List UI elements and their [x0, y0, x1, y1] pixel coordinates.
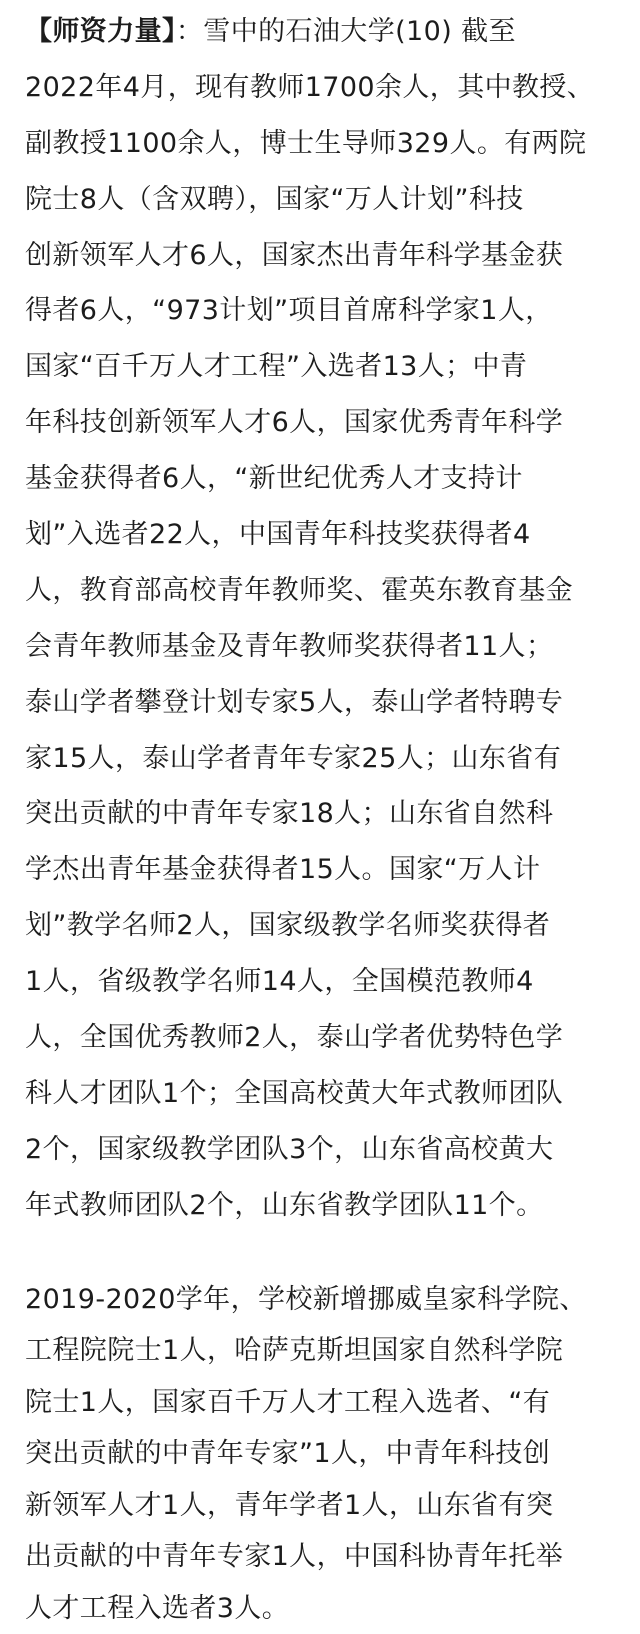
- text-line: 人才工程入选者3人。: [25, 1592, 290, 1624]
- text-line: 突出贡献的中青年专家18人；山东省自然科: [25, 798, 554, 830]
- text-line: 年科技创新领军人才6人，国家优秀青年科学: [25, 407, 564, 439]
- text-line: 2019-2020学年，学校新增挪威皇家科学院、: [25, 1283, 587, 1315]
- text-line: 副教授1100余人，博士生导师329人。有两院: [25, 127, 587, 159]
- text-line: 突出贡献的中青年专家”1人，中青年科技创: [25, 1438, 551, 1470]
- paragraph-new-talents: [25, 1274, 625, 1634]
- text-line: [25, 4, 625, 60]
- text-line: 院士1人，国家百千万人才工程入选者、“有: [25, 1386, 551, 1418]
- text-line: 得者6人，“973计划”项目首席科学家1人，: [25, 295, 553, 327]
- text-line: 院士8人（含双聘），国家“万人计划”科技: [25, 183, 524, 215]
- article-body: [25, 4, 625, 1634]
- text-line: 年式教师团队2个，山东省教学团队11个。: [25, 1189, 544, 1221]
- text-line: 人，全国优秀教师2人，泰山学者优势特色学: [25, 1022, 564, 1054]
- text-line: 2022年4月，现有教师1700余人，其中教授、: [25, 71, 595, 103]
- text-line: 工程院院士1人，哈萨克斯坦国家自然科学院: [25, 1335, 564, 1367]
- text-line: 家15人，泰山学者青年专家25人；山东省有: [25, 742, 562, 774]
- text-line: 新领军人才1人，青年学者1人，山东省有突: [25, 1489, 554, 1521]
- text-line: 基金获得者6人，“新世纪优秀人才支持计: [25, 463, 523, 495]
- text-line: 出贡献的中青年专家1人，中国科协青年托举: [25, 1541, 564, 1573]
- text-line: 1人，省级教学名师14人，全国模范教师4: [25, 966, 534, 998]
- text-line: 人，教育部高校青年教师奖、霍英东教育基金: [25, 574, 573, 606]
- paragraph-faculty: [25, 4, 625, 1234]
- text-line: 会青年教师基金及青年教师奖获得者11人；: [25, 630, 554, 662]
- text-line: 国家“百千万人才工程”入选者13人；中青: [25, 351, 528, 383]
- section-heading: 【师资力量】: [25, 16, 176, 47]
- text-line: 2个，国家级教学团队3个，山东省高校黄大: [25, 1133, 554, 1165]
- text-line: 泰山学者攀登计划专家5人，泰山学者特聘专: [25, 686, 564, 718]
- text-line: 学杰出青年基金获得者15人。国家“万人计: [25, 854, 541, 886]
- text-line: 划”教学名师2人，国家级教学名师奖获得者: [25, 910, 551, 942]
- text-line: 划”入选者22人，中国青年科技奖获得者4: [25, 519, 531, 551]
- text-line-content: ：雪中的石油大学(10) 截至: [175, 16, 516, 47]
- text-line: 创新领军人才6人，国家杰出青年科学基金获: [25, 239, 564, 271]
- text-line: 科人才团队1个；全国高校黄大年式教师团队: [25, 1077, 564, 1109]
